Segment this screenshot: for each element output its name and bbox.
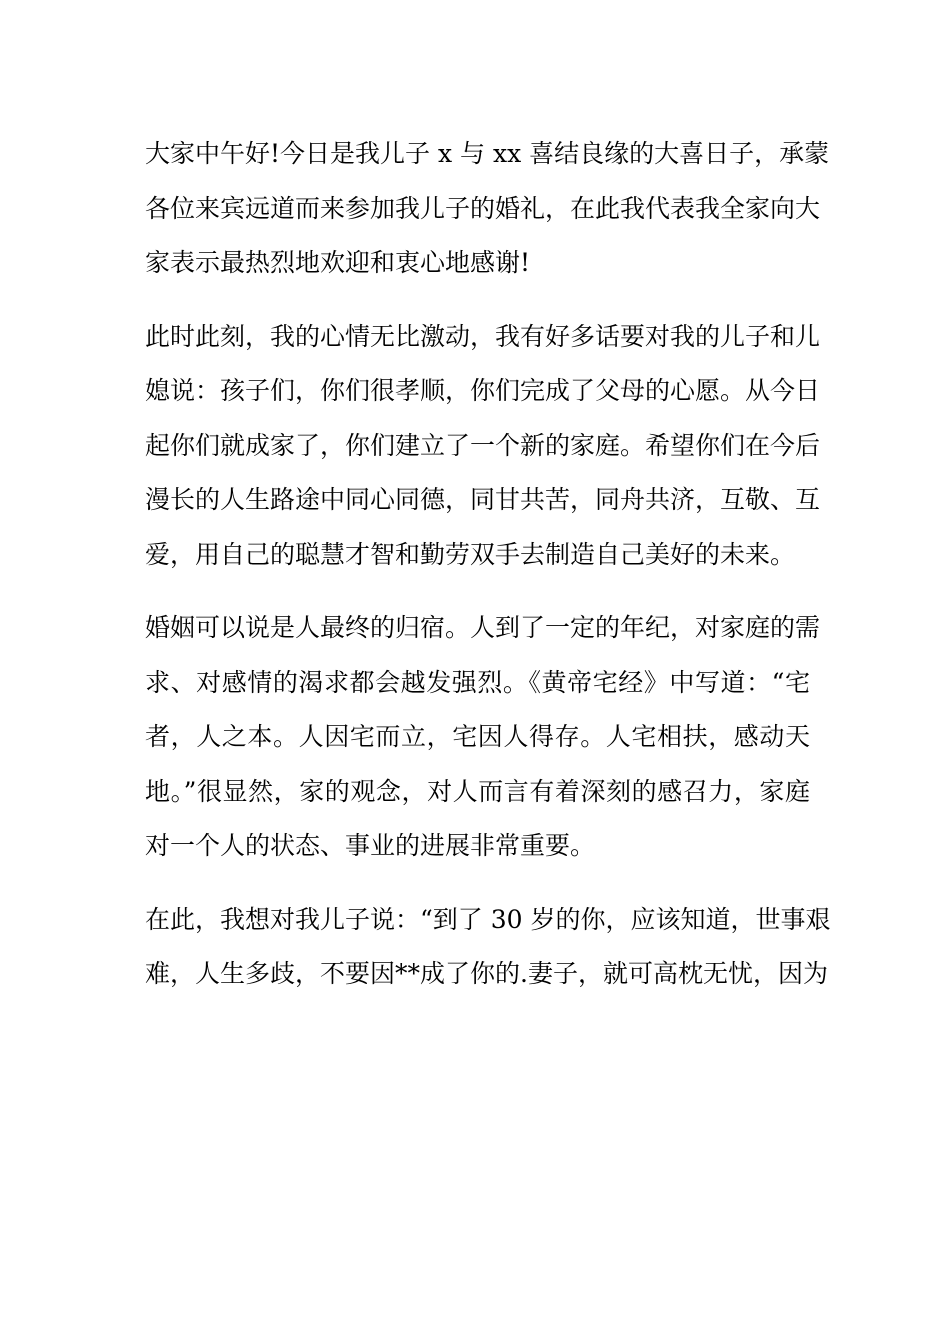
text-line: 此时此刻，我的心情无比激动，我有好多话要对我的儿子和儿: [145, 321, 821, 351]
text-line: 对一个人的状态、事业的进展非常重要。: [145, 831, 596, 860]
text-line: 难，人生多歧，不要因**成了你的.妻子，就可高枕无忧，因为: [145, 959, 828, 988]
text-line: 在此，我想对我儿子说：“到了 30 岁的你，应该知道，世事艰: [145, 904, 831, 934]
document-body: [145, 127, 831, 1002]
paragraph-gap: [145, 582, 810, 601]
text-line: 求、对感情的渴求都会越发强烈。《黄帝宅经》中写道：“宅: [145, 667, 810, 697]
text-line: 起你们就成家了，你们建立了一个新的家庭。希望你们在今后: [145, 430, 821, 460]
text-line: 漫长的人生路途中同心同德，同甘共苦，同舟共济，互敬、互: [145, 485, 821, 514]
text-line: 地。”很显然，家的观念，对人而言有着深刻的感召力，家庭: [145, 776, 810, 806]
paragraph-1: [145, 127, 830, 291]
paragraph-3: [145, 601, 821, 874]
text-line: 媳说：孩子们，你们很孝顺，你们完成了父母的心愿。从今日: [145, 376, 821, 405]
text-line: 大家中午好!今日是我儿子 x 与 xx 喜结良缘的大喜日子，承蒙: [145, 139, 830, 168]
text-line: 各位来宾远道而来参加我儿子的婚礼，在此我代表我全家向大: [145, 193, 821, 223]
paragraph-gap: [145, 291, 810, 310]
text-line: 者，人之本。人因宅而立，宅因人得存。人宅相扶，感动天: [145, 722, 810, 751]
text-line: 婚姻可以说是人最终的归宿。人到了一定的年纪，对家庭的需: [145, 613, 821, 642]
text-line: 爱，用自己的聪慧才智和勤劳双手去制造自己美好的未来。: [145, 539, 796, 569]
paragraph-gap: [145, 874, 810, 893]
text-line: 家表示最热烈地欢迎和衷心地感谢!: [145, 248, 531, 277]
paragraph-2: [145, 310, 821, 583]
paragraph-4: [145, 893, 831, 1002]
